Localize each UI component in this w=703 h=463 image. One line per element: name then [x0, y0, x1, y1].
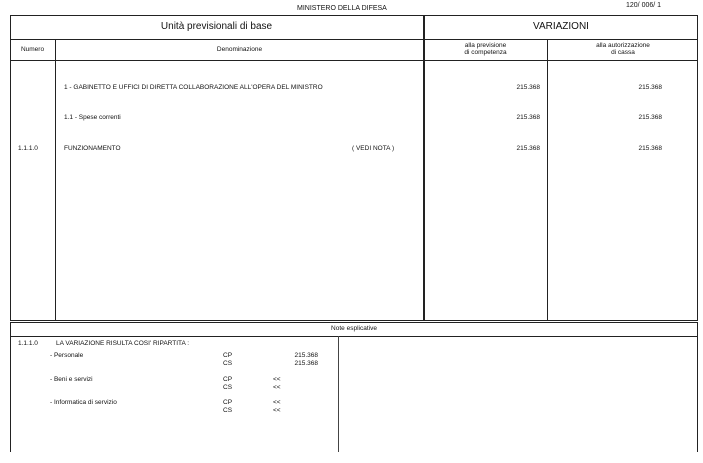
notes-top-rule — [10, 322, 698, 323]
row-1-cassa: 215.368 — [638, 84, 662, 91]
col-header-numero: Numero — [20, 46, 45, 53]
row-2-competenza: 215.368 — [516, 114, 540, 121]
header-divider-1 — [10, 39, 698, 40]
row-1-competenza: 215.368 — [516, 84, 540, 91]
col-header-competenza-line2: di competenza — [464, 49, 507, 57]
ministry-title: MINISTERO DELLA DIFESA — [297, 5, 387, 12]
col-header-cassa-line1: alla autorizzazione — [596, 42, 650, 49]
note-item-personale-label: - Personale — [50, 352, 84, 359]
numero-divider — [55, 39, 56, 321]
row-1-denominazione: 1 - GABINETTO E UFFICI DI DIRETTA COLLABORAZIONE ALL'OPERA DEL MINISTRO — [64, 84, 323, 91]
row-3-cassa: 215.368 — [638, 145, 662, 152]
note-item-informatica-cp-value: << — [273, 399, 281, 406]
notes-title: Note esplicative — [331, 325, 377, 332]
note-item-informatica-cs-value: << — [273, 407, 281, 414]
header-divider-2 — [10, 60, 698, 61]
note-item-personale-cs-value: 215.368 — [294, 360, 318, 367]
notes-column-divider — [338, 336, 339, 452]
col-header-cassa-line2: di cassa — [611, 49, 635, 57]
row-3-denominazione: FUNZIONAMENTO — [64, 145, 121, 152]
note-item-beni-cs-label: CS — [223, 384, 233, 391]
row-3-competenza: 215.368 — [516, 145, 540, 152]
variazioni-divider — [423, 15, 425, 321]
group-header-unita: Unità previsionali di base — [160, 21, 273, 32]
note-item-informatica-cp-label: CP — [223, 399, 233, 406]
col-header-cassa — [548, 42, 698, 57]
note-item-informatica-label: - Informatica di servizio — [50, 399, 117, 406]
row-2-denominazione: 1.1 - Spese correnti — [64, 114, 121, 121]
notes-left-border — [10, 322, 11, 452]
row-3-numero: 1.1.1.0 — [18, 145, 38, 152]
note-item-personale-cs-label: CS — [223, 360, 233, 367]
note-item-beni-label: - Beni e servizi — [50, 376, 93, 383]
document-code: 120/ 006/ 1 — [626, 2, 662, 9]
note-item-beni-cs-value: << — [273, 384, 281, 391]
col-header-denominazione: Denominazione — [216, 46, 263, 53]
notes-numero: 1.1.1.0 — [18, 340, 38, 347]
notes-heading: LA VARIAZIONE RISULTA COSI' RIPARTITA : — [56, 340, 190, 347]
group-header-variazioni: VARIAZIONI — [533, 21, 589, 32]
notes-header-rule — [10, 336, 698, 337]
row-3-nota-ref: ( VEDI NOTA ) — [352, 145, 395, 152]
cassa-divider — [547, 39, 548, 321]
col-header-competenza-line1: alla previsione — [464, 42, 507, 49]
note-item-beni-cp-value: << — [273, 376, 281, 383]
note-item-beni-cp-label: CP — [223, 376, 233, 383]
note-item-informatica-cs-label: CS — [223, 407, 233, 414]
note-item-personale-cp-value: 215.368 — [294, 352, 318, 359]
notes-right-border — [697, 322, 698, 452]
note-item-personale-cp-label: CP — [223, 352, 233, 359]
col-header-competenza — [424, 42, 547, 57]
row-2-cassa: 215.368 — [638, 114, 662, 121]
